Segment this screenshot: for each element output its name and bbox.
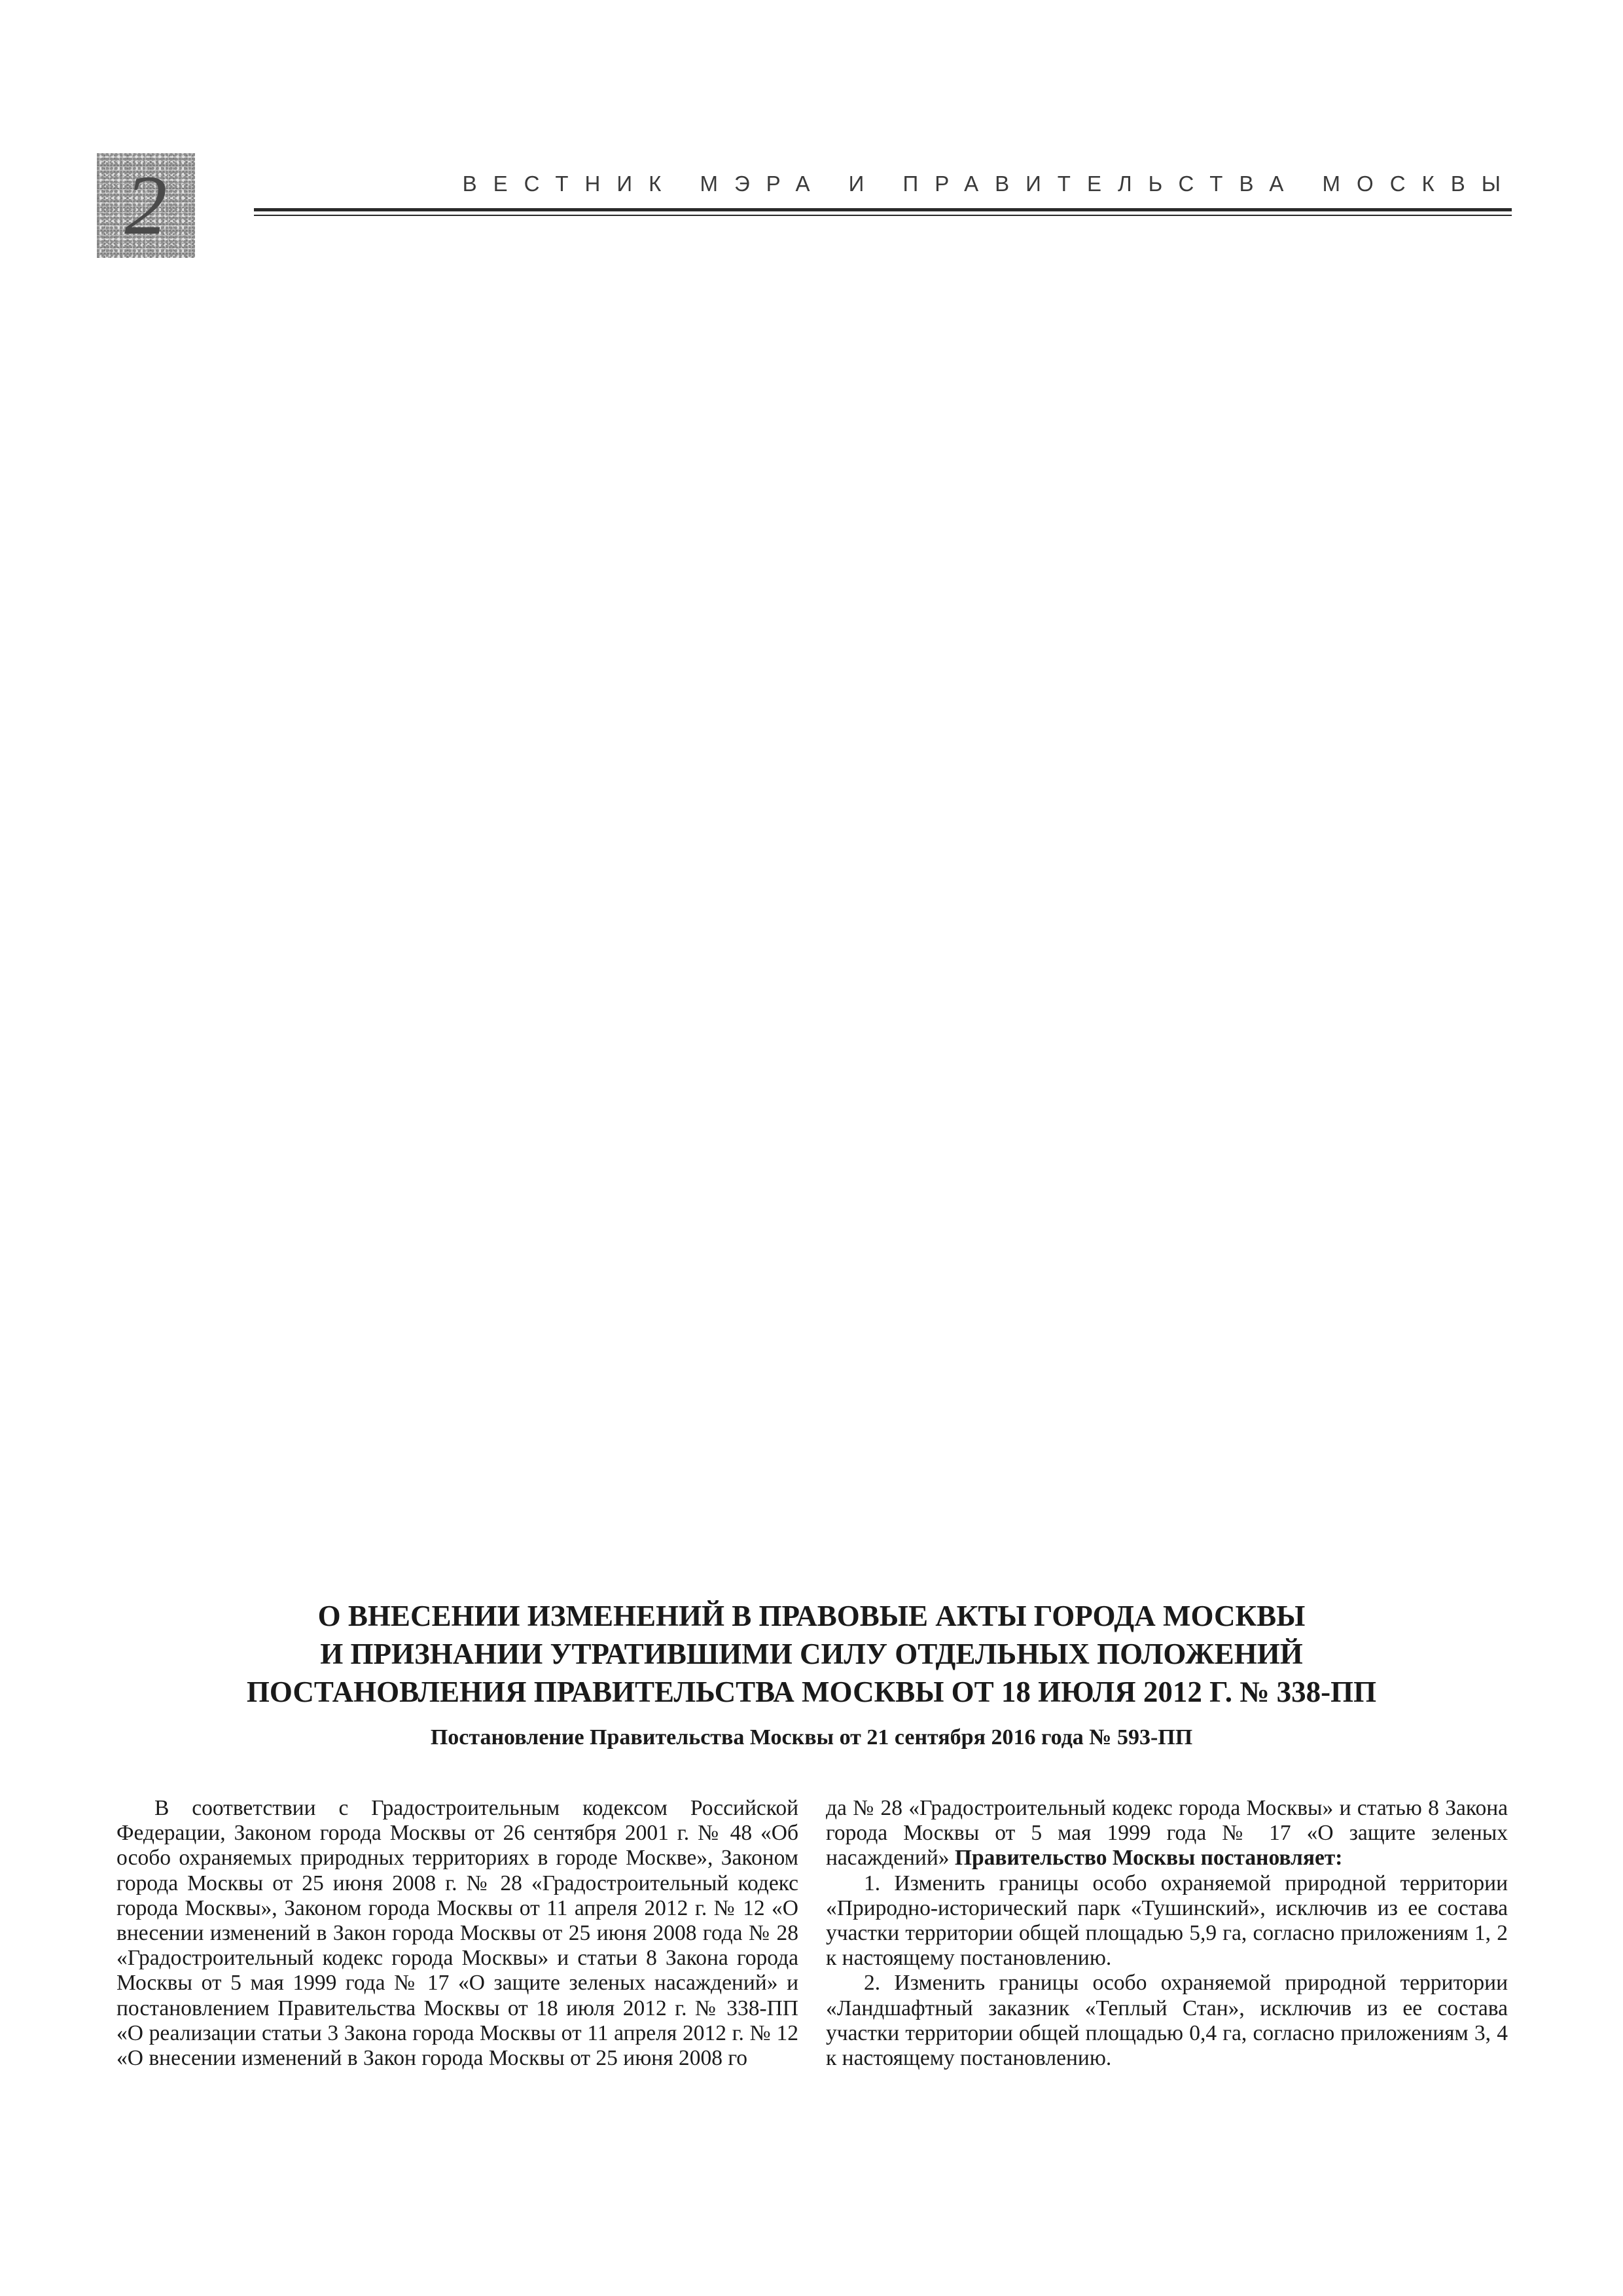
page-number-badge [97,153,195,258]
document-title-line-1: О ВНЕСЕНИИ ИЗМЕНЕНИЙ В ПРАВОВЫЕ АКТЫ ГОРОДА МОСКВЫ [317,1600,1306,1632]
preamble-continuation-text: да № 28 «Градостроительный кодекс города Москвы» и статью 8 Закона города Москвы от 5 мая 1999 года № 17 «О защите зеленых насаждений» [826,1796,1508,1871]
text-column-left [116,1796,798,2071]
page-number: 2 [124,158,168,253]
document-title-line-3: ПОСТАНОВЛЕНИЯ ПРАВИТЕЛЬСТВА МОСКВЫ ОТ 18 ИЮЛЯ 2012 Г. № 338-ПП [246,1676,1377,1708]
document-title [105,1597,1518,1711]
document-subtitle: Постановление Правительства Москвы от 21 сентября 2016 года № 593-ПП [430,1725,1193,1749]
preamble-paragraph: В соответствии с Градостроительным кодексом Российской Федерации, Законом города Москвы от 26 сентября 2001 г. № 48 «Об особо охраняемых природных территориях в городе Москве», Законом города Москвы от 25 июня 2008 г. № 28 «Градостроительный кодекс города Москвы», Законом города Москвы от 11 апреля 2012 г. № 12 «О внесении изменений в Закон города Москвы от 25 июня 2008 года № 28 «Градостроительный кодекс города Москвы» и статьи 8 Закона города Москвы от 5 мая 1999 года № 17 «О защите зеленых насаждений» и постановлением Правительства Москвы от 18 июля 2012 г. № 338-ПП «О реализации статьи 3 Закона города Москвы от 11 апреля 2012 г. № 12 «О внесении изменений в Закон города Москвы от 25 июня 2008 го [116,1796,798,2071]
publication-title: ВЕСТНИК МЭРА И ПРАВИТЕЛЬСТВА МОСКВЫ [462,171,1517,196]
document-title-line-2: И ПРИЗНАНИИ УТРАТИВШИМИ СИЛУ ОТДЕЛЬНЫХ ПОЛОЖЕНИЙ [320,1638,1303,1670]
preamble-resolution: Правительство Москвы постановляет: [954,1846,1343,1871]
item-1-paragraph: 1. Изменить границы особо охраняемой природной территории «Природно-исторический парк «Тушинский», исключив из ее состава участки территории общей площадью 5,9 га, согласно приложениям 1, 2 к настоящему постановлению. [826,1871,1508,1971]
header-rule-thin [254,215,1512,216]
item-2-paragraph: 2. Изменить границы особо охраняемой природной территории «Ландшафтный заказник «Теплый Стан», исключив из ее состава участки территории общей площадью 0,4 га, согласно приложениям 3, 4 к настоящему постановлению. [826,1971,1508,2071]
preamble-continuation [826,1796,1508,1871]
header-rule [254,208,1512,211]
text-column-right [826,1796,1508,2071]
